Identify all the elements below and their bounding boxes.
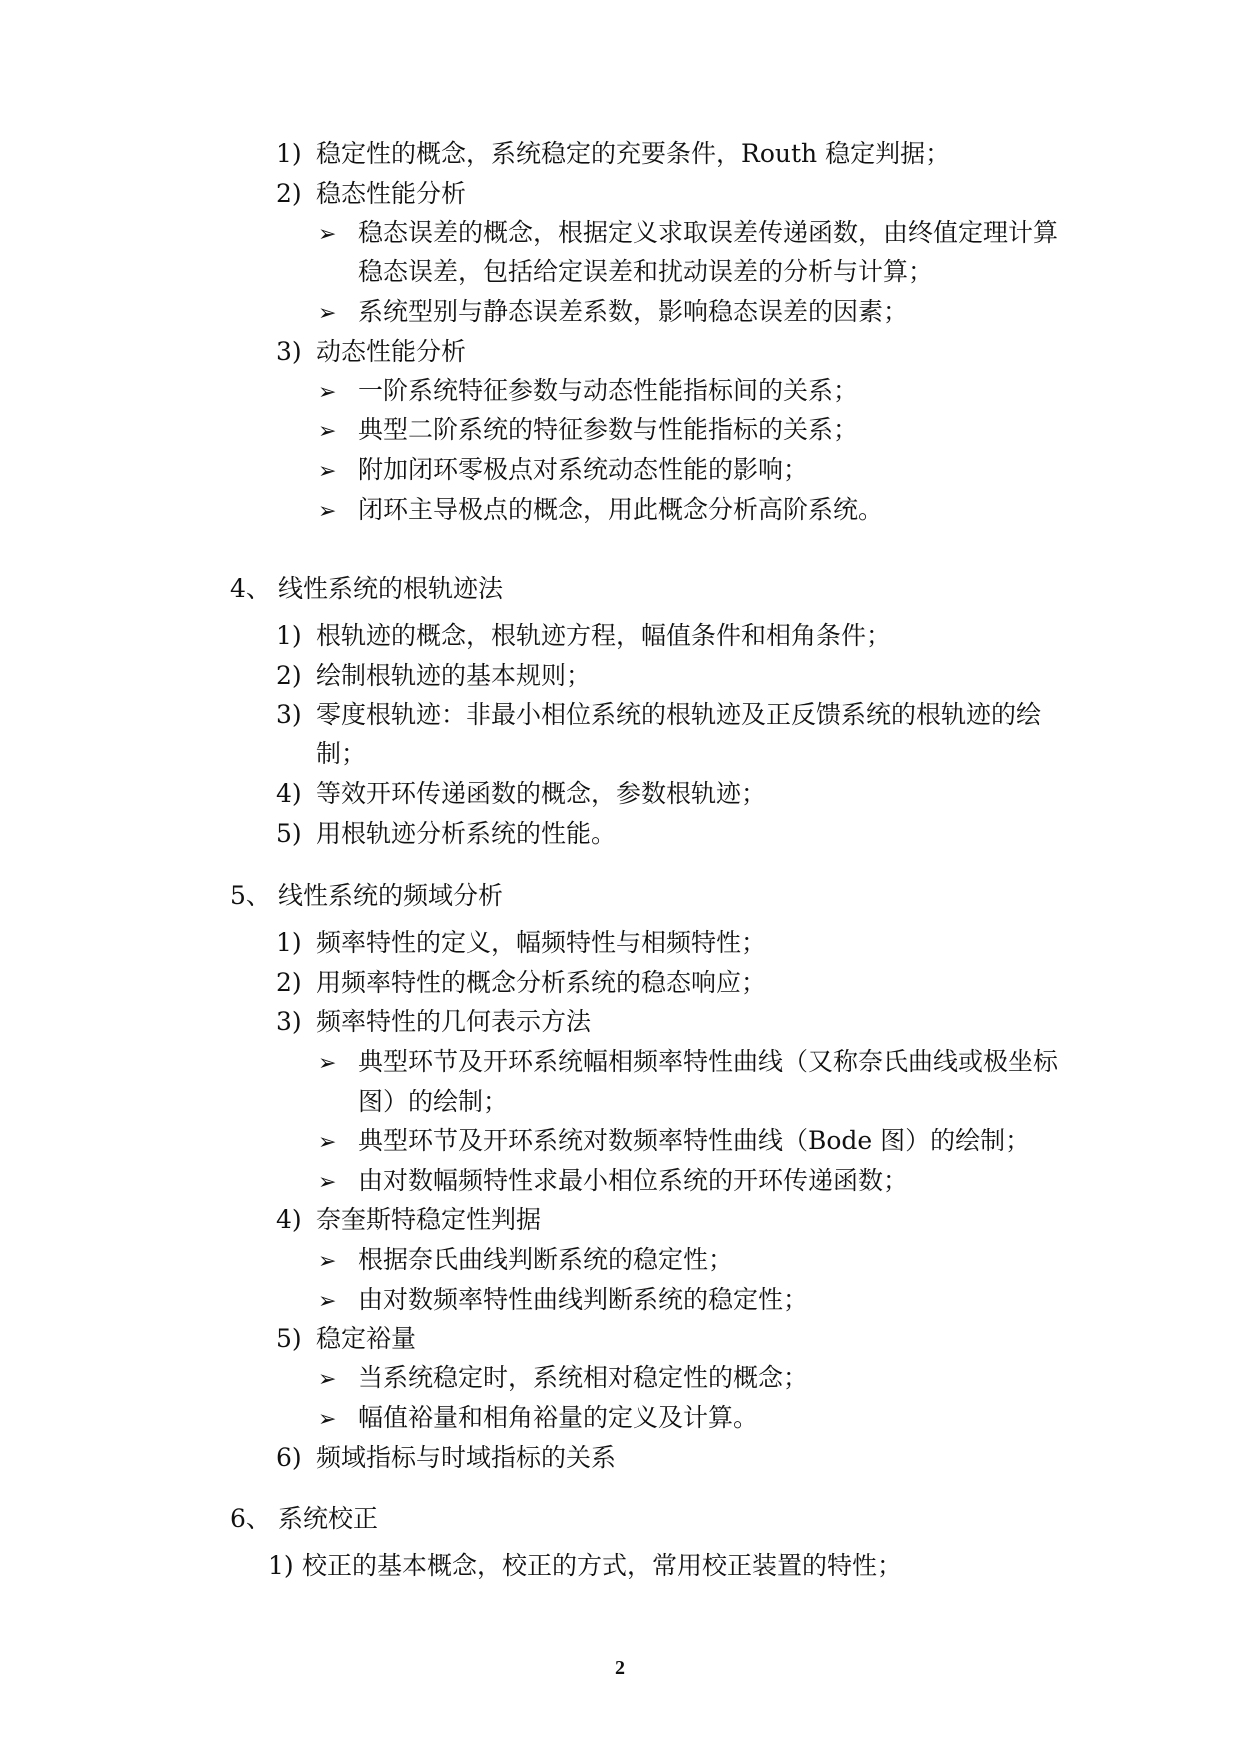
item-number: 4) bbox=[276, 1205, 302, 1234]
bullet-text: 稳态误差，包括给定误差和扰动误差的分析与计算； bbox=[358, 257, 934, 286]
s5-item2 bbox=[276, 967, 766, 999]
s3-item3-bullet1 bbox=[318, 375, 858, 409]
item-text: 奈奎斯特稳定性判据 bbox=[316, 1205, 542, 1234]
s5-item3-bullet3 bbox=[318, 1165, 908, 1199]
arrow-bullet-icon: ➢ bbox=[318, 459, 337, 484]
s5-item3 bbox=[276, 1006, 591, 1038]
item-number: 5) bbox=[276, 819, 302, 848]
item-text: 动态性能分析 bbox=[316, 337, 467, 366]
item-number: 1) bbox=[276, 139, 302, 168]
arrow-bullet-icon: ➢ bbox=[318, 1170, 337, 1195]
item-text: 等效开环传递函数的概念，参数根轨迹； bbox=[316, 779, 767, 808]
s3-item3 bbox=[276, 336, 466, 368]
s3-item2-bullet2 bbox=[318, 296, 908, 330]
arrow-bullet-icon: ➢ bbox=[318, 499, 337, 524]
section-number: 6、 bbox=[230, 1504, 271, 1533]
bullet-text: 根据奈氏曲线判断系统的稳定性； bbox=[358, 1245, 734, 1274]
item-number: 4) bbox=[276, 779, 302, 808]
item-text: 根轨迹的概念，根轨迹方程，幅值条件和相角条件； bbox=[316, 621, 892, 650]
section-4-heading bbox=[230, 573, 503, 605]
s5-item6 bbox=[276, 1442, 616, 1474]
item-number: 2) bbox=[276, 179, 302, 208]
arrow-bullet-icon: ➢ bbox=[318, 380, 337, 405]
s4-item4 bbox=[276, 778, 766, 810]
s5-item3-bullet1-cont bbox=[358, 1086, 508, 1118]
page-number: 2 bbox=[615, 1657, 625, 1679]
item-number: 3) bbox=[276, 337, 302, 366]
bullet-text: 系统型别与静态误差系数，影响稳态误差的因素； bbox=[358, 297, 909, 326]
item-number: 3) bbox=[276, 1007, 302, 1036]
bullet-text: 由对数幅频特性求最小相位系统的开环传递函数； bbox=[358, 1166, 909, 1195]
item-number: 1) bbox=[276, 621, 302, 650]
arrow-bullet-icon: ➢ bbox=[318, 1367, 337, 1392]
section-number: 4、 bbox=[230, 574, 271, 603]
item-number: 2) bbox=[276, 968, 302, 997]
s3-item2 bbox=[276, 178, 466, 210]
s3-item2-bullet1-cont bbox=[358, 256, 933, 288]
item-text: 频域指标与时域指标的关系 bbox=[316, 1443, 617, 1472]
s4-item2 bbox=[276, 660, 591, 692]
s3-item1 bbox=[276, 138, 950, 170]
bullet-text: 一阶系统特征参数与动态性能指标间的关系； bbox=[358, 376, 859, 405]
arrow-bullet-icon: ➢ bbox=[318, 1130, 337, 1155]
s3-item3-bullet4 bbox=[318, 494, 883, 528]
item-text: 稳定性的概念，系统稳定的充要条件，Routh 稳定判据； bbox=[316, 139, 951, 168]
item-text: 用根轨迹分析系统的性能。 bbox=[316, 819, 617, 848]
item-text: 频率特性的定义，幅频特性与相频特性； bbox=[316, 928, 767, 957]
s5-item1 bbox=[276, 927, 766, 959]
s5-item4 bbox=[276, 1204, 541, 1236]
item-text: 稳态性能分析 bbox=[316, 179, 467, 208]
arrow-bullet-icon: ➢ bbox=[318, 301, 337, 326]
s3-item3-bullet3 bbox=[318, 454, 808, 488]
item-number: 1) bbox=[268, 1551, 294, 1580]
bullet-text: 由对数频率特性曲线判断系统的稳定性； bbox=[358, 1285, 809, 1314]
s5-item5-bullet2 bbox=[318, 1402, 758, 1436]
item-text: 绘制根轨迹的基本规则； bbox=[316, 661, 592, 690]
item-number: 5) bbox=[276, 1324, 302, 1353]
item-number: 2) bbox=[276, 661, 302, 690]
item-number: 6) bbox=[276, 1443, 302, 1472]
section-6-heading bbox=[230, 1503, 378, 1535]
section-title: 线性系统的根轨迹法 bbox=[278, 574, 504, 603]
arrow-bullet-icon: ➢ bbox=[318, 1407, 337, 1432]
bullet-text: 闭环主导极点的概念，用此概念分析高阶系统。 bbox=[358, 495, 884, 524]
s5-item5 bbox=[276, 1323, 416, 1355]
item-text: 频率特性的几何表示方法 bbox=[316, 1007, 592, 1036]
bullet-text: 典型环节及开环系统对数频率特性曲线（Bode 图）的绘制； bbox=[358, 1126, 1031, 1155]
s5-item3-bullet2 bbox=[318, 1125, 1030, 1159]
s5-item5-bullet1 bbox=[318, 1362, 808, 1396]
s4-item5 bbox=[276, 818, 616, 850]
section-5-heading bbox=[230, 880, 503, 912]
bullet-text: 图）的绘制； bbox=[358, 1087, 509, 1116]
arrow-bullet-icon: ➢ bbox=[318, 222, 337, 247]
item-text: 制； bbox=[316, 739, 367, 768]
arrow-bullet-icon: ➢ bbox=[318, 1289, 337, 1314]
item-number: 3) bbox=[276, 700, 302, 729]
s5-item4-bullet2 bbox=[318, 1284, 808, 1318]
s4-item3 bbox=[276, 699, 1041, 731]
bullet-text: 稳态误差的概念，根据定义求取误差传递函数，由终值定理计算 bbox=[358, 218, 1059, 247]
item-number: 1) bbox=[276, 928, 302, 957]
bullet-text: 附加闭环零极点对系统动态性能的影响； bbox=[358, 455, 809, 484]
s4-item1 bbox=[276, 620, 891, 652]
arrow-bullet-icon: ➢ bbox=[318, 1249, 337, 1274]
s3-item3-bullet2 bbox=[318, 414, 858, 448]
arrow-bullet-icon: ➢ bbox=[318, 419, 337, 444]
section-title: 线性系统的频域分析 bbox=[278, 881, 504, 910]
section-number: 5、 bbox=[230, 881, 271, 910]
s4-item3-cont bbox=[316, 738, 366, 770]
section-title: 系统校正 bbox=[278, 1504, 379, 1533]
bullet-text: 当系统稳定时，系统相对稳定性的概念； bbox=[358, 1363, 809, 1392]
s5-item3-bullet1 bbox=[318, 1046, 1058, 1080]
arrow-bullet-icon: ➢ bbox=[318, 1051, 337, 1076]
bullet-text: 典型环节及开环系统幅相频率特性曲线（又称奈氏曲线或极坐标 bbox=[358, 1047, 1059, 1076]
s5-item4-bullet1 bbox=[318, 1244, 733, 1278]
item-text: 零度根轨迹：非最小相位系统的根轨迹及正反馈系统的根轨迹的绘 bbox=[316, 700, 1042, 729]
item-text: 稳定裕量 bbox=[316, 1324, 417, 1353]
s3-item2-bullet1 bbox=[318, 217, 1058, 251]
s6-item1 bbox=[268, 1550, 902, 1582]
bullet-text: 幅值裕量和相角裕量的定义及计算。 bbox=[358, 1403, 759, 1432]
bullet-text: 典型二阶系统的特征参数与性能指标的关系； bbox=[358, 415, 859, 444]
item-text: 校正的基本概念，校正的方式，常用校正装置的特性； bbox=[302, 1551, 903, 1580]
item-text: 用频率特性的概念分析系统的稳态响应； bbox=[316, 968, 767, 997]
